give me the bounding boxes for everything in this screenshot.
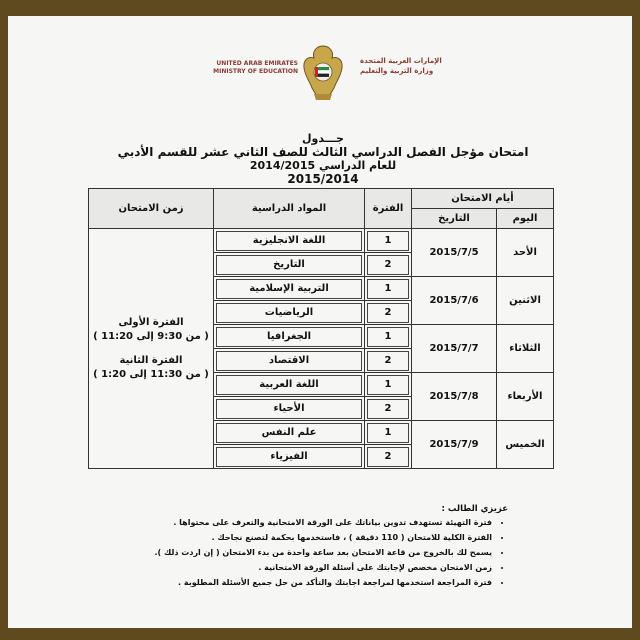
second-period-label: الفترة الثانية <box>119 354 183 366</box>
subject-cell <box>214 301 365 325</box>
title-line-3: للعام الدراسي 2014/2015 <box>249 159 397 172</box>
date-cell: 2015/7/6 <box>412 277 497 325</box>
date-cell: 2015/7/5 <box>412 229 497 277</box>
subject-cell <box>214 397 365 421</box>
second-period-time: ( من 11:30 إلى 1:20 ) <box>93 368 209 380</box>
subject-value: الفيزياء <box>216 447 362 467</box>
title-line-1: جـــدول <box>302 132 344 145</box>
table-row <box>89 229 554 253</box>
org-name-english <box>198 60 298 76</box>
period-cell <box>365 349 412 373</box>
period-cell <box>365 277 412 301</box>
period-value: 2 <box>367 303 409 323</box>
period-cell <box>365 421 412 445</box>
period-value: 1 <box>367 423 409 443</box>
subject-cell <box>214 229 365 253</box>
period-value: 1 <box>367 231 409 251</box>
period-cell <box>365 373 412 397</box>
period-value: 2 <box>367 447 409 467</box>
subject-value: الرياضيات <box>216 303 362 323</box>
day-cell: الأربعاء <box>497 373 554 421</box>
day-cell: الأحد <box>497 229 554 277</box>
org-name-arabic-line2: وزارة التربية والتعليم <box>360 67 434 75</box>
subject-value: اللغة العربية <box>216 375 362 395</box>
list-item: • الفترة الكلية للامتحان ( 110 دقيقة ) ، فاستخدمها بحكمة لتصنع نجاحك . <box>68 533 492 543</box>
student-notes <box>68 504 508 593</box>
title-line-2: امتحان مؤجل الفصل الدراسي الثالث للصف الثاني عشر للقسم الأدبي <box>117 145 529 159</box>
exam-schedule-table <box>88 188 554 469</box>
date-cell: 2015/7/9 <box>412 421 497 469</box>
subject-value: الاقتصاد <box>216 351 362 371</box>
subject-value: الجغرافيا <box>216 327 362 347</box>
header-day: اليوم <box>497 209 554 229</box>
list-item: • يسمح لك بالخروج من قاعة الامتحان بعد ساعة واحدة من بدء الامتحان ( إن اردت ذلك ). <box>68 548 492 558</box>
notes-heading: عزيزي الطالب : <box>441 504 508 514</box>
letterhead <box>8 30 632 110</box>
period-cell <box>365 397 412 421</box>
period-value: 2 <box>367 351 409 371</box>
subject-value: التاريخ <box>216 255 362 275</box>
list-item: • زمن الامتحان مخصص لإجابتك على أسئلة الورقة الامتحانية . <box>68 563 492 573</box>
period-value: 2 <box>367 399 409 419</box>
document-title <box>88 132 558 186</box>
exam-time-cell <box>89 229 214 469</box>
date-cell: 2015/7/8 <box>412 373 497 421</box>
period-cell <box>365 325 412 349</box>
day-cell: الخميس <box>497 421 554 469</box>
uae-emblem-icon <box>298 42 348 104</box>
subject-value: اللغة الانجليزية <box>216 231 362 251</box>
period-cell <box>365 229 412 253</box>
subject-value: التربية الإسلامية <box>216 279 362 299</box>
day-cell: الاثنين <box>497 277 554 325</box>
period-value: 1 <box>367 327 409 347</box>
notes-list <box>68 518 508 588</box>
list-item: • فترة التهيئة تستهدف تدوين بياناتك على الورقة الامتحانية والتعرف على محتواها . <box>68 518 492 528</box>
org-name-arabic <box>360 56 470 76</box>
header-time: زمن الامتحان <box>89 189 214 229</box>
period-value: 1 <box>367 279 409 299</box>
first-period-time: ( من 9:30 إلى 11:20 ) <box>93 330 209 342</box>
spacer <box>89 344 213 354</box>
period-cell <box>365 445 412 469</box>
header-date: التاريخ <box>412 209 497 229</box>
day-cell: الثلاثاء <box>497 325 554 373</box>
first-period-label: الفترة الأولى <box>118 316 184 328</box>
list-item: • فترة المراجعة استخدمها لمراجعة اجابتك والتأكد من حل جميع الأسئلة المطلوبة . <box>68 578 492 588</box>
title-line-4: 2015/2014 <box>287 172 359 186</box>
header-subjects: المواد الدراسية <box>214 189 365 229</box>
org-name-english-line1: UNITED ARAB EMIRATES <box>216 60 298 67</box>
period-cell <box>365 301 412 325</box>
header-exam-days: أيام الامتحان <box>412 189 554 209</box>
subject-cell <box>214 445 365 469</box>
subject-cell <box>214 325 365 349</box>
date-cell: 2015/7/7 <box>412 325 497 373</box>
subject-cell <box>214 421 365 445</box>
period-value: 2 <box>367 255 409 275</box>
subject-cell <box>214 373 365 397</box>
org-name-arabic-line1: الإمارات العربية المتحدة <box>360 57 442 65</box>
subject-value: علم النفس <box>216 423 362 443</box>
subject-cell <box>214 253 365 277</box>
org-name-english-line2: MINISTRY OF EDUCATION <box>213 68 298 75</box>
period-cell <box>365 253 412 277</box>
document-page <box>8 16 632 628</box>
period-value: 1 <box>367 375 409 395</box>
subject-cell <box>214 349 365 373</box>
subject-cell <box>214 277 365 301</box>
subject-value: الأحياء <box>216 399 362 419</box>
header-period: الفترة <box>365 189 412 229</box>
